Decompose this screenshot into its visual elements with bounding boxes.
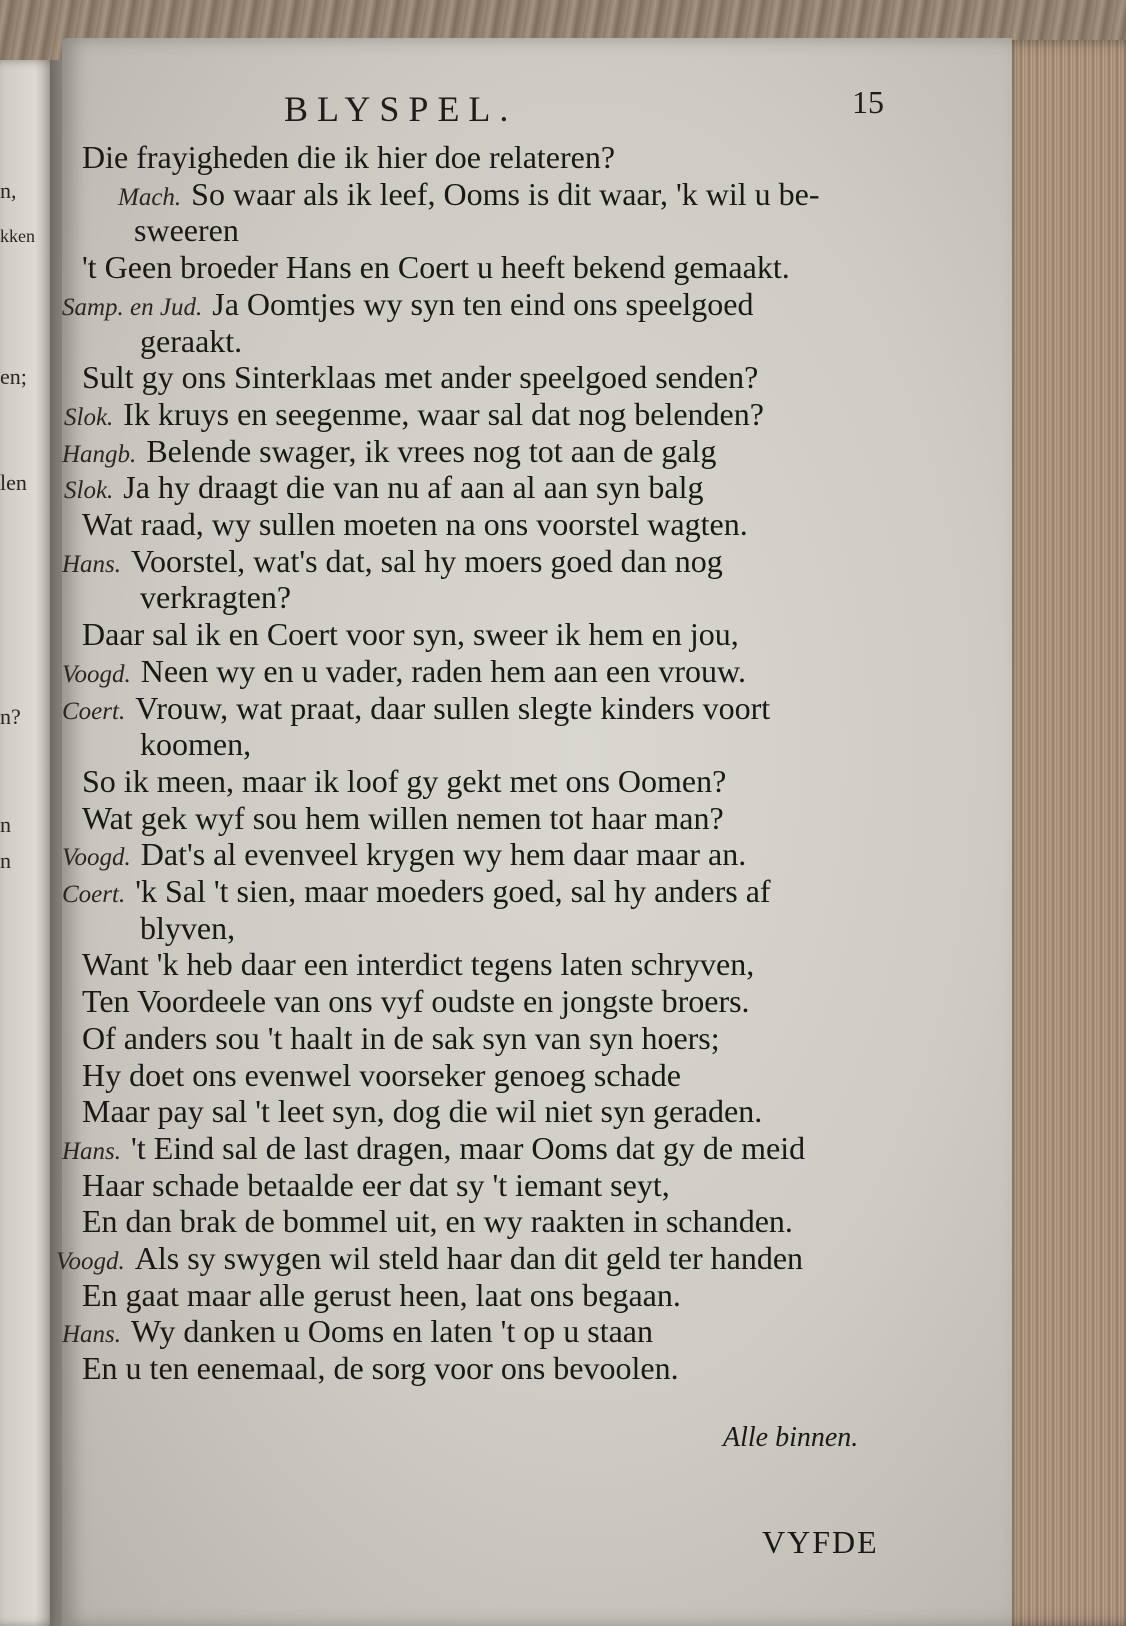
speaker-name: Coert. [62, 881, 126, 908]
line-text: Wat raad, wy sullen moeten na ons voorstel wagten. [82, 506, 748, 542]
text-line [82, 1021, 720, 1055]
speaker-name: Voogd. [56, 1248, 125, 1275]
line-text: Als sy swygen wil steld haar dan dit geld ter handen [134, 1240, 804, 1276]
text-line [82, 764, 726, 798]
line-text: geraakt. [140, 323, 243, 359]
line-text: verkragten? [140, 579, 292, 615]
text-line [82, 1204, 793, 1238]
line-text: Ten Voordeele van ons vyf oudste en jongste broers. [82, 983, 750, 1019]
text-line [82, 947, 754, 981]
line-text: sweeren [134, 212, 239, 248]
speaker-name: Hangb. [62, 441, 137, 468]
text-line [140, 911, 235, 945]
line-text: Die frayigheden die ik hier doe relateren? [82, 139, 616, 175]
speaker-name: Slok. [64, 477, 114, 504]
text-line [118, 177, 820, 215]
line-text: Ja hy draagt die van nu af aan al aan syn balg [123, 469, 704, 505]
text-line [82, 617, 739, 651]
text-line [140, 580, 291, 614]
line-text: Daar sal ik en Coert voor syn, sweer ik hem en jou, [82, 616, 739, 652]
line-text: Wat gek wyf sou hem willen nemen tot haar man? [82, 800, 724, 836]
line-text: 'k Sal 't sien, maar moeders goed, sal hy anders af [135, 873, 771, 909]
left-margin-fragment: n, [0, 178, 17, 203]
text-line [62, 837, 746, 875]
text-line [62, 434, 716, 472]
line-text: Ik kruys en seegenme, waar sal dat nog belenden? [123, 396, 764, 432]
line-text: Of anders sou 't haalt in de sak syn van syn hoers; [82, 1020, 720, 1056]
line-text: Ja Oomtjes wy syn ten eind ons speelgoed [212, 286, 754, 322]
speaker-name: Voogd. [62, 844, 131, 871]
line-text: Neen wy en u vader, raden hem aan een vrouw. [140, 653, 747, 689]
speaker-name: Coert. [62, 698, 126, 725]
page-number: 15 [852, 84, 884, 120]
text-line [134, 213, 239, 247]
text-line [82, 507, 748, 541]
text-line [82, 1168, 670, 1202]
text-line [62, 1314, 653, 1352]
left-margin-fragment: n? [0, 704, 21, 729]
running-head: BLYSPEL. [284, 89, 518, 129]
text-line [140, 324, 242, 358]
line-text: En u ten eenemaal, de sorg voor ons bevoolen. [82, 1350, 679, 1386]
text-line [64, 397, 764, 435]
text-line [82, 801, 724, 835]
stage-direction: Alle binnen. [723, 1422, 859, 1453]
text-line [82, 140, 615, 174]
line-text: blyven, [140, 910, 236, 946]
speaker-name: Samp. en Jud. [62, 294, 203, 321]
text-line [62, 287, 754, 325]
line-text: Haar schade betaalde eer dat sy 't iemant seyt, [82, 1167, 670, 1203]
text-line [82, 1058, 681, 1092]
line-text: Belende swager, ik vrees nog tot aan de galg [146, 433, 717, 469]
speaker-name: Hans. [62, 551, 122, 578]
text-line [62, 691, 770, 729]
line-text: Want 'k heb daar een interdict tegens laten schryven, [82, 946, 755, 982]
line-text: 't Geen broeder Hans en Coert u heeft bekend gemaakt. [82, 249, 790, 285]
speaker-name: Slok. [64, 404, 114, 431]
speaker-name: Hans. [62, 1321, 122, 1348]
text-line [82, 984, 750, 1018]
line-text: So ik meen, maar ik loof gy gekt met ons Oomen? [82, 763, 727, 799]
text-line [82, 360, 758, 394]
line-text: Wy danken u Ooms en laten 't op u staan [131, 1313, 653, 1349]
text-line [82, 1094, 762, 1128]
text-line [56, 1241, 803, 1279]
text-line [62, 654, 746, 692]
page-fore-edge [1000, 40, 1126, 1626]
text-line [62, 544, 723, 582]
line-text: Voorstel, wat's dat, sal hy moers goed dan nog [131, 543, 723, 579]
speaker-name: Mach. [118, 184, 182, 211]
speaker-name: Hans. [62, 1138, 122, 1165]
text-line [64, 470, 704, 508]
text-line [62, 874, 771, 912]
left-margin-fragment: n [0, 848, 11, 873]
text-line [82, 1351, 679, 1385]
left-margin-fragment: n [0, 812, 11, 837]
text-line [82, 1278, 681, 1312]
speaker-name: Voogd. [62, 661, 131, 688]
text-line [62, 1131, 805, 1169]
catchword: VYFDE [762, 1524, 879, 1560]
text-line [140, 727, 251, 761]
line-text: 't Eind sal de last dragen, maar Ooms dat gy de meid [131, 1130, 806, 1166]
text-line [82, 250, 790, 284]
line-text: Maar pay sal 't leet syn, dog die wil niet syn geraden. [82, 1093, 763, 1129]
line-text: So waar als ik leef, Ooms is dit waar, 'k wil u be- [191, 176, 820, 212]
line-text: Dat's al evenveel krygen wy hem daar maar an. [140, 836, 747, 872]
line-text: Hy doet ons evenwel voorseker genoeg schade [82, 1057, 681, 1093]
left-margin-fragment: en; [0, 364, 27, 389]
line-text: koomen, [140, 726, 252, 762]
line-text: En gaat maar alle gerust heen, laat ons begaan. [82, 1277, 681, 1313]
line-text: Vrouw, wat praat, daar sullen slegte kinders voort [135, 690, 771, 726]
line-text: Sult gy ons Sinterklaas met ander speelgoed senden? [82, 359, 759, 395]
left-margin-fragment: len [0, 470, 27, 495]
left-margin-fragment: kken [0, 226, 35, 246]
line-text: En dan brak de bommel uit, en wy raakten in schanden. [82, 1203, 793, 1239]
